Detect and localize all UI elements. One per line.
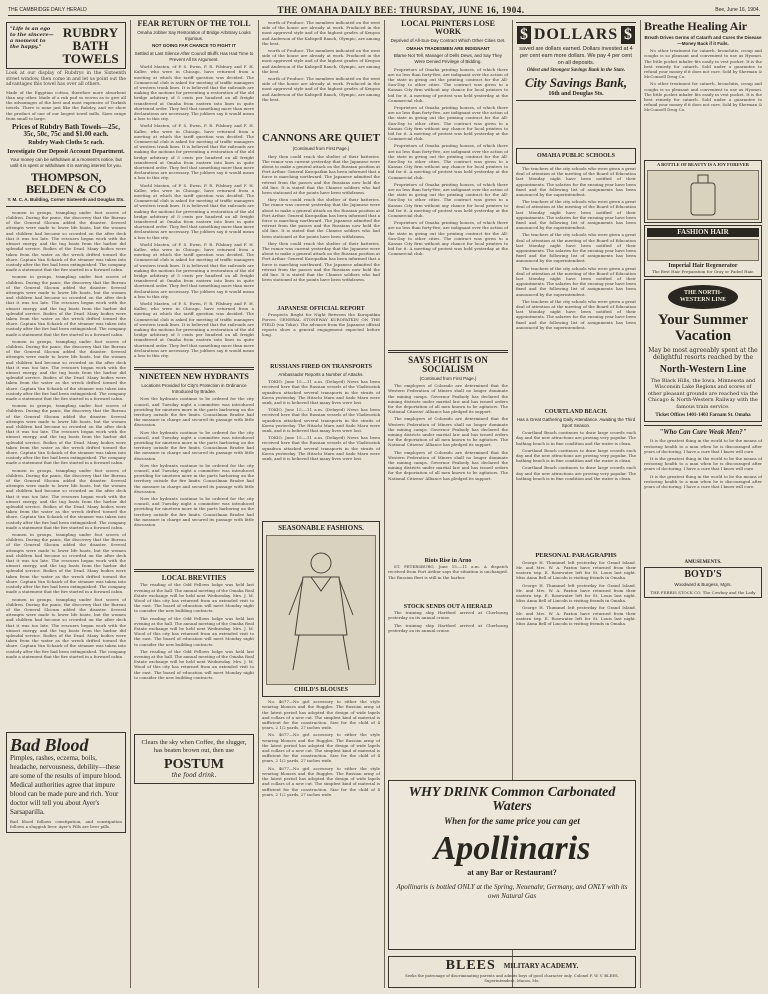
bad-blood-ad	[6, 732, 126, 833]
dollars-sub: Oldest and Strongest Savings Bank in the State.	[526, 68, 626, 74]
headline-toll: FEAR RETURN OF THE TOLL	[137, 20, 251, 28]
northwestern-ad	[644, 279, 762, 423]
hair-note: The Best Hair Preparation for Gray or Faded Hair.	[651, 268, 755, 274]
story-riots: ST. PETERSBURG, June 15.—11 a.m. A dispatch received from Port Arthur says the situation is unchanged. The Russian fleet is still in the harbor.	[388, 564, 508, 580]
ad-body: Made of the Egyptian cotton, therefore more absorbent than any other. Made of a rub pad so woven as to give all the advantages of the best and most expensive of Turkish towels. There is none just like the Rubdry, and we show the product of one of our largest towel mills. Sizes range from small to large.	[6, 89, 126, 121]
rubdry-ad	[6, 22, 126, 69]
northwestern-line: North-Western Line	[659, 363, 747, 375]
story-transports: TOKIO, June 15.—11 a.m. (Delayed) News has been received here that the Russian vessels of the Vladivostok squadron attacked several transports in the straits of Korea yesterday. The Hitachi Maru and Sado Maru were sunk, and it is believed that many lives were lost. TOKIO, June 15.—11 a.m. (Delayed) News has been received here that the Russian vessels of the Vladivostok squadron attacked several transports in the straits of Korea yesterday. The Hitachi Maru and Sado Maru were sunk, and it is believed that many lives were lost. TOKIO, June 15.—11 a.m. (Delayed) News has been received here that the Russian vessels of the Vladivostok squadron attacked several transports in the straits of Korea yesterday. The Hitachi Maru and Sado Maru were sunk, and it is believed that many lives were lost.	[262, 379, 380, 462]
beauty-heading: A BOTTLE OF BEAUTY IS A JOY FOREVER	[657, 162, 749, 168]
masthead-right: Bee, June 16, 1904.	[715, 6, 760, 13]
fashion-illustration	[266, 535, 376, 685]
bank-address: 16th and Douglas Sts.	[548, 91, 604, 98]
apollinaris-note: Apollinaris is bottled ONLY at the Spring, Neuenahr, Germany, and ONLY with its own Natural Gas	[396, 883, 628, 900]
boyds-title: BOYD'S	[684, 569, 722, 581]
headline-riots: Riots Rise in Arno	[424, 558, 472, 565]
column-5	[516, 20, 636, 774]
dollars-title: DOLLARS	[533, 26, 619, 43]
courtland-sub: Has a Great Gathering Daily Attendance. Awaiting the Third Sport Season.	[516, 417, 636, 428]
hair-sub: Imperial Hair Regenerator	[668, 262, 738, 269]
story-printers: Proprietors of Omaha printing houses, of which there are no less than forty-five, are indignant over the action of the state in giving out the printing contract for the All-Sun-Day to other cities. The contract was given to a Kansas City firm without any chance for local printers to bid for it. A meeting of protest was held yesterday at the Commercial club. Proprietors of Omaha printing houses, of which there are no less than forty-five, are indignant over the action of the state in giving out the printing contract for the All-Sun-Day to other cities. The contract was given to a Kansas City firm without any chance for local printers to bid for it. A meeting of protest was held yesterday at the Commercial club. Proprietors of Omaha printing houses, of which there are no less than forty-five, are indignant over the action of the state in giving out the printing contract for the All-Sun-Day to other cities. The contract was given to a Kansas City firm without any chance for local printers to bid for it. A meeting of protest was held yesterday at the Commercial club. Proprietors of Omaha printing houses, of which there are no less than forty-five, are indignant over the action of the state in giving out the printing contract for the All-Sun-Day to other cities. The contract was given to a Kansas City firm without any chance for local printers to bid for it. A meeting of protest was held yesterday at the Commercial club. Proprietors of Omaha printing houses, of which there are no less than forty-five, are indignant over the action of the state in giving out the printing contract for the All-Sun-Day to other cities. The contract was given to a Kansas City firm without any chance for local printers to bid for it. A meeting of protest was held yesterday at the Commercial club.	[388, 66, 508, 257]
dollars-ad	[516, 22, 636, 101]
weak-men-heading: "Who Can Cure Weak Men?"	[659, 428, 747, 437]
bank-name: City Savings Bank,	[524, 75, 628, 91]
ad-lead: Look at our display of Rubdrys in the Sixteenth street window, then come in and let us point out the advantages this towel has over all others.	[6, 71, 126, 88]
column-rule	[384, 20, 385, 988]
dollars-line: saved are dollars earned. Dollars invested at 4 per cent earn more dollars. We pay 4 per cent on all deposits.	[519, 46, 633, 66]
masthead-left: THE CAMBRIDGE DAILY HERALD	[8, 6, 87, 13]
headline-cannons: CANNONS ARE QUIET	[262, 132, 380, 144]
amusements-heading: AMUSEMENTS.	[684, 560, 722, 566]
postum-name: POSTUM	[164, 757, 224, 773]
postum-ad	[134, 734, 254, 784]
subhead-hydrants: Locations Provided for City's Protection in Ordinance Introduced by Bradee.	[141, 383, 247, 394]
hair-illustration	[647, 239, 759, 261]
blouse-illustration-icon	[281, 545, 361, 675]
postum-sub: the food drink.	[171, 772, 217, 780]
story-text: women in groups, trampling under foot scores of children. During the panic, the discovery that the Bureau of the General Slocum added the disaster. Several attempts were made to lower life boats, but the women and children had become so crowded on the after deck that it was too late. The rescuers began work with the utmost energy, and the tug boats from the harbor did splendid service. Bodies of the Dead. Many bodies were taken from the water as the wreck drifted toward the shore. Captain Van Schaick of the steamer was taken into custody after the fire had been extinguished. The company made a statement that the fire started in a forward cabin. women in groups, trampling under foot scores of children. During the panic, the discovery that the Bureau of the General Slocum added the disaster. Several attempts were made to lower life boats, but the women and children had become so crowded on the after deck that it was too late. The rescuers began work with the utmost energy, and the tug boats from the harbor did splendid service. Bodies of the Dead. Many bodies were taken from the water as the wreck drifted toward the shore. Captain Van Schaick of the steamer was taken into custody after the fire had been extinguished. The company made a statement that the fire started in a forward cabin. women in groups, trampling under foot scores of children. During the panic, the discovery that the Bureau of the General Slocum added the disaster. Several attempts were made to lower life boats, but the women and children had become so crowded on the after deck that it was too late. The rescuers began work with the utmost energy, and the tug boats from the harbor did splendid service. Bodies of the Dead. Many bodies were taken from the water as the wreck drifted toward the shore. Captain Van Schaick of the steamer was taken into custody after the fire had been extinguished. The company made a statement that the fire started in a forward cabin. women in groups, trampling under foot scores of children. During the panic, the discovery that the Bureau of the General Slocum added the disaster. Several attempts were made to lower life boats, but the women and children had become so crowded on the after deck that it was too late. The rescuers began work with the utmost energy, and the tug boats from the harbor did splendid service. Bodies of the Dead. Many bodies were taken from the water as the wreck drifted toward the shore. Captain Van Schaick of the steamer was taken into custody after the fire had been extinguished. The company made a statement that the fire started in a forward cabin. women in groups, trampling under foot scores of children. During the panic, the discovery that the Bureau of the General Slocum added the disaster. Several attempts were made to lower life boats, but the women and children had become so crowded on the after deck that it was too late. The rescuers began work with the utmost energy, and the tug boats from the harbor did splendid service. Bodies of the Dead. Many bodies were taken from the water as the wreck drifted toward the shore. Captain Van Schaick of the steamer was taken into custody after the fire had been extinguished. The company made a statement that the fire started in a forward cabin. women in groups, trampling under foot scores of children. During the panic, the discovery that the Bureau of the General Slocum added the disaster. Several attempts were made to lower life boats, but the women and children had become so crowded on the after deck that it was too late. The rescuers began work with the utmost energy, and the tug boats from the harbor did splendid service. Bodies of the Dead. Many bodies were taken from the water as the wreck drifted toward the shore. Captain Van Schaick of the steamer was taken into custody after the fire had been extinguished. The company made a statement that the fire started in a forward cabin. women in groups, trampling under foot scores of children. During the panic, the discovery that the Bureau of the General Slocum added the disaster. Several attempts were made to lower life boats, but the women and children had become so crowded on the after deck that it was too late. The rescuers began work with the utmost energy, and the tug boats from the harbor did splendid service. Bodies of the Dead. Many bodies were taken from the water as the wreck drifted toward the shore. Captain Van Schaick of the steamer was taken into custody after the fire had been extinguished. The company made a statement that the fire started in a forward cabin.	[6, 209, 126, 659]
story-local: The reading of the Odd Fellows lodge was held last evening at the hall. The annual meeting of the Omaha Real Estate exchange will be held next Wednesday. Mrs. J. M. Wood of this city has returned from an extended visit to the east. The board of education will meet Monday night to consider the new building contracts. The reading of the Odd Fellows lodge was held last evening at the hall. The annual meeting of the Omaha Real Estate exchange will be held next Wednesday. Mrs. J. M. Wood of this city has returned from an extended visit to the east. The board of education will meet Monday night to consider the new building contracts. The reading of the Odd Fellows lodge was held last evening at the hall. The annual meeting of the Omaha Real Estate exchange will be held next Wednesday. Mrs. J. M. Wood of this city has returned from an extended visit to the east. The board of education will meet Monday night to consider the new building contracts.	[134, 582, 254, 680]
column-6	[644, 20, 762, 988]
masthead	[8, 4, 760, 16]
breathe-heading: Breathe Healing Air	[644, 20, 748, 33]
bad-blood-small: Bad blood follows constipation, and constipation follows a sluggish liver. Ayer's Pills are liver pills.	[10, 818, 122, 830]
boyds-sub: Woodward & Burgess, Mgrs.	[674, 582, 732, 588]
story-stock: The training ship Hartford arrived at Cherbourg yesterday on its annual cruise. The training ship Hartford arrived at Cherbourg yesterday on its annual cruise.	[388, 610, 508, 633]
story-toll: World Masten, of P. S. Ewen, P. R. Pilsbury and F. H. Kaller, who were in Chicago, have returned from a meeting at which the tariff question was decided. The Commercial club is asked for meeting of traffic managers of western trunk lines. It is believed that the railroads are making the motions for preventing a restoration of the old bridge arbitrary of 5 cents per hundred on all freight transferred at Omaha from eastern into lines in quite shortened order. They feel that something more than mere declarations are necessary. The jobbers say it would mean a loss to this city. World Masten, of P. S. Ewen, P. R. Pilsbury and F. H. Kaller, who were in Chicago, have returned from a meeting at which the tariff question was decided. The Commercial club is asked for meeting of traffic managers of western trunk lines. It is believed that the railroads are making the motions for preventing a restoration of the old bridge arbitrary of 5 cents per hundred on all freight transferred at Omaha from eastern into lines in quite shortened order. They feel that something more than mere declarations are necessary. The jobbers say it would mean a loss to this city. World Masten, of P. S. Ewen, P. R. Pilsbury and F. H. Kaller, who were in Chicago, have returned from a meeting at which the tariff question was decided. The Commercial club is asked for meeting of traffic managers of western trunk lines. It is believed that the railroads are making the motions for preventing a restoration of the old bridge arbitrary of 5 cents per hundred on all freight transferred at Omaha from eastern into lines in quite shortened order. They feel that something more than mere declarations are necessary. The jobbers say it would mean a loss to this city. World Masten, of P. S. Ewen, P. R. Pilsbury and F. H. Kaller, who were in Chicago, have returned from a meeting at which the tariff question was decided. The Commercial club is asked for meeting of traffic managers of western trunk lines. It is believed that the railroads are making the motions for preventing a restoration of the old bridge arbitrary of 5 cents per hundred on all freight transferred at Omaha from eastern into lines in quite shortened order. They feel that something more than mere declarations are necessary. The jobbers say it would mean a loss to this city. World Masten, of P. S. Ewen, P. R. Pilsbury and F. H. Kaller, who were in Chicago, have returned from a meeting at which the tariff question was decided. The Commercial club is asked for meeting of traffic managers of western trunk lines. It is believed that the railroads are making the motions for preventing a restoration of the old bridge arbitrary of 5 cents per hundred on all freight transferred at Omaha from eastern into lines in quite shortened order. They feel that something more than mere declarations are necessary. The jobbers say it would mean a loss to this city.	[134, 64, 254, 359]
blees-name: BLEES	[445, 958, 496, 973]
blees-sub: MILITARY ACADEMY.	[503, 961, 579, 970]
ad-title: RUBDRY BATH TOWELS	[62, 25, 119, 66]
blees-note: Seeks the patronage of discriminating parents and admits boys of good character only. Colonel F. W. V. BLEES, Superintendent, Macon, Mo.	[405, 973, 619, 984]
column-rule	[640, 20, 641, 988]
headline-local: LOCAL BREVITIES	[161, 574, 227, 583]
fashion-caption: CHILD'S BLOUSES	[294, 687, 348, 694]
beauty-illustration	[647, 170, 759, 220]
column-1	[6, 20, 126, 988]
story-socialism: The employers of Colorado are determined that the Western Federation of Miners shall no longer dominate the mining camps. Governor Peabody has declared the mining districts under martial law and has issued orders for the deportation of all men known to be agitators. The National Citizens' Alliance has pledged its support. The employers of Colorado are determined that the Western Federation of Miners shall no longer dominate the mining camps. Governor Peabody has declared the mining districts under martial law and has issued orders for the deportation of all men known to be agitators. The National Citizens' Alliance has pledged its support. The employers of Colorado are determined that the Western Federation of Miners shall no longer dominate the mining camps. Governor Peabody has declared the mining districts under martial law and has issued orders for the deportation of all men known to be agitators. The National Citizens' Alliance has pledged its support.	[388, 383, 508, 481]
dollar-sign-icon: $	[517, 26, 531, 44]
ad-quote: "Life is an ego to the sincere—a moment to the happy."	[10, 26, 54, 50]
store-address: Y. M. C. A. Building, Corner Sixteenth and Douglas Sts.	[7, 197, 125, 203]
schools-text: The teachers of the city schools who were given a great deal of attention at the meeting of the Board of Education last Monday night have been notified of their appointments. The salaries for the ensuing year have been fixed and the following list of assignments has been announced by the superintendent. The teachers of the city schools who were given a great deal of attention at the meeting of the Board of Education last Monday night have been notified of their appointments. The salaries for the ensuing year have been fixed and the following list of assignments has been announced by the superintendent. The teachers of the city schools who were given a great deal of attention at the meeting of the Board of Education last Monday night have been notified of their appointments. The salaries for the ensuing year have been fixed and the following list of assignments has been announced by the superintendent. The teachers of the city schools who were given a great deal of attention at the meeting of the Board of Education last Monday night have been notified of their appointments. The salaries for the ensuing year have been fixed and the following list of assignments has been announced by the superintendent. The teachers of the city schools who were given a great deal of attention at the meeting of the Board of Education last Monday night have been notified of their appointments. The salaries for the ensuing year have been fixed and the following list of assignments has been announced by the superintendent.	[516, 166, 636, 330]
hair-ad	[644, 225, 762, 277]
why-sub: When for the same price you can get	[444, 816, 580, 826]
beauty-ad	[644, 160, 762, 223]
apollinaris-sub: at any Bar or Restaurant?	[467, 868, 557, 877]
headline-socialism: SAYS FIGHT IS ON SOCIALISM	[408, 354, 488, 374]
vacation-heading: Your Summer Vacation	[657, 311, 749, 344]
column-2	[134, 20, 254, 988]
boyds-note: THE FERRIS STOCK CO. The Cowboy and the Lady	[650, 590, 756, 596]
subhead-toll-2: NOT GOING FAR CHANCE TO FIGHT IT	[152, 43, 236, 49]
prices-title: Prices of Rubdry Bath Towels—25c, 35c, 50c, 75c and $1.00 each.	[12, 123, 120, 138]
investigate-heading: Investigate Our Deposit Account Department.	[7, 149, 125, 155]
personal-heading: PERSONAL PARAGRAPHS	[535, 552, 617, 560]
blees-ad	[388, 956, 636, 988]
prices-sub: Rubdry Wash Cloths 5c each.	[28, 140, 104, 146]
bad-blood-title: Bad Blood	[10, 734, 89, 755]
why-line: WHY DRINK Common Carbonated Waters	[408, 785, 616, 814]
column-rule	[258, 20, 259, 988]
subhead-transports: Ambassador Reports a Number of Attacks.	[278, 371, 364, 377]
breathe-body: No other treatment for catarrh, bronchitis, croup and coughs is so pleasant and convenient to use as Hyomei. The little pocket inhaler fits easily in vest pocket. It is the best remedy for catarrh. Sold under a guarantee to refund your money if it does not cure. Sold by Sherman & McConnell Drug Co. No other treatment for catarrh, bronchitis, croup and coughs is so pleasant and convenient to use as Hyomei. The little pocket inhaler fits easily in vest pocket. It is the best remedy for catarrh. Sold under a guarantee to refund your money if it does not cure. Sold by Sherman & McConnell Drug Co.	[644, 48, 762, 113]
courtland-heading: COURTLAND BEACH.	[544, 409, 608, 415]
northwestern-logo: THE NORTH-WESTERN LINE	[668, 285, 738, 309]
ticket-offices: Ticket Offices 1401-1403 Farnam St. Omaha	[655, 413, 751, 419]
subhead-printers: Deprived of All-Sun-Day Contract Which Other Cities Get.	[390, 38, 506, 43]
subhead-cannons: (Continued from First Page.)	[292, 146, 350, 151]
hair-heading: FASHION HAIR	[647, 228, 759, 237]
dollar-sign-icon: $	[621, 26, 635, 44]
apollinaris-brand: Apollinaris	[433, 830, 591, 867]
subhead-toll-3: Settled at Last Silence After Council Bluffs Has Had Time to Prevent All Its Argument.	[134, 50, 254, 62]
column-3	[262, 20, 380, 988]
headline-transports: RUSSIANS FIRED ON TRANSPORTS	[270, 363, 372, 370]
story-cannons: they then could reach the shelter of their batteries. The rumor was current yesterday that the Japanese were about to make a general attack on the Russian position at Port Arthur. General Kuropatkin has been informed that a force is marching northward. The Japanese admitted the retreat from the passes and the Russians now hold the old line. It is stated that the Chinese soldiers who had been stationed at the points have been withdrawn. they then could reach the shelter of their batteries. The rumor was current yesterday that the Japanese were about to make a general attack on the Russian position at Port Arthur. General Kuropatkin has been informed that a force is marching northward. The Japanese admitted the retreat from the passes and the Russians now hold the old line. It is stated that the Chinese soldiers who had been stationed at the points have been withdrawn. they then could reach the shelter of their batteries. The rumor was current yesterday that the Japanese were about to make a general attack on the Russian position at Port Arthur. General Kuropatkin has been informed that a force is marching northward. The Japanese admitted the retreat from the passes and the Russians now hold the old line. It is stated that the Chinese soldiers who had been stationed at the points have been withdrawn.	[262, 153, 380, 283]
boyds-ad	[644, 567, 762, 598]
subhead-socialism: (Continued from First Page.)	[419, 375, 477, 381]
store-name: THOMPSON, BELDEN & CO	[25, 170, 107, 197]
apollinaris-ad	[388, 780, 636, 950]
headline-japanese: JAPANESE OFFICIAL REPORT	[277, 305, 365, 312]
investigate-sub: Your money can be withdrawn at a moment's notice, but until it is spent or withdrawn it is earning interest for you.	[10, 157, 122, 168]
subhead-printers-2: OMAHA TRADESMEN ARE INDIGNANT	[406, 45, 490, 51]
fashion-ad	[262, 521, 380, 697]
column-rule	[130, 20, 131, 988]
weak-men-text: It is the greatest thing in the world to be the means of restoring health to a man when he is discouraged after years of doctoring. I have a cure that I know will cure. It is the greatest thing in the world to be the means of restoring health to a man when he is discouraged after years of doctoring. I have a cure that I know will cure. It is the greatest thing in the world to be the means of restoring health to a man when he is discouraged after years of doctoring. I have a cure that I know will cure.	[644, 438, 762, 490]
headline-printers: LOCAL PRINTERS LOSE WORK	[401, 20, 495, 36]
schools-heading: OMAHA PUBLIC SCHOOLS	[516, 148, 636, 164]
personal-text: George H. Thummel left yesterday for Grand Island. Mr. and Mrs. W. A. Paxton have returned from their eastern trip. E. Rosewater left for St. Louis last night. Miss Anna Bell of Lincoln is visiting friends in Omaha. George H. Thummel left yesterday for Grand Island. Mr. and Mrs. W. A. Paxton have returned from their eastern trip. E. Rosewater left for St. Louis last night. Miss Anna Bell of Lincoln is visiting friends in Omaha. George H. Thummel left yesterday for Grand Island. Mr. and Mrs. W. A. Paxton have returned from their eastern trip. E. Rosewater left for St. Louis last night. Miss Anna Bell of Lincoln is visiting friends in Omaha.	[516, 559, 636, 626]
postum-lead: Clears the sky when Coffee, the slugger, has beaten brown out, then use	[141, 739, 247, 755]
fashion-label: SEASONABLE FASHIONS.	[278, 524, 364, 533]
bottle-icon	[683, 173, 723, 217]
headline-stock: STOCK SENDS OUT A HERALD	[403, 604, 493, 611]
breathe-sub: Breath Drives Germs of Catarrh and Cures the Disease—Money Back if it Fails.	[644, 35, 762, 46]
vacation-sub: May be most agreeably spent at the delightful resorts reached by the	[648, 346, 758, 362]
paper-title: THE OMAHA DAILY BEE: THURSDAY, JUNE 16, 1904.	[277, 4, 525, 15]
bad-blood-body: Pimples, rashes, eczema, boils, headache, nervousness, debility—these are some of the results of impure blood. Medical authorities agree that impure blood can be made pure and rich. Your doctor will tell you about Ayer's Sarsaparilla.	[10, 753, 122, 816]
courtland-text: Courtland Beach continues to draw large crowds each day and the new attractions are proving very popular. The bathing beach is in fine condition and the water is clean. Courtland Beach continues to draw large crowds each day and the new attractions are proving very popular. The bathing beach is in fine condition and the water is clean. Courtland Beach continues to draw large crowds each day and the new attractions are proving very popular. The bathing beach is in fine condition and the water is clean.	[516, 430, 636, 481]
subhead-toll: Omaha Jobber Say Restoration of Bridge Arbitrary Looks Injurious.	[137, 30, 251, 41]
northwestern-text: The Black Hills, the Iowa, Minnesota and Wisconsin Lake Regions and scores of other pleasant grounds are reached via the Chicago & North-Western Railway with the famous train service.	[648, 377, 758, 410]
story-japanese: Prospects Bright for Night Between the Kuropatkin Forces. GENERAL STONEWAY KUROPATKIN ON THE FIELD (via Tokio). The advance from the Japanese official reports show a general engagement expected before long.	[262, 311, 380, 338]
story-hydrants: Now the hydrants continue to be ordered for the city council, and Tuesday night a committee was introduced providing for nineteen more in the parts harboring on the territory outside the fire limits. Councilman Bradee had the measure in charge and secured its passage with little discussion. Now the hydrants continue to be ordered for the city council, and Tuesday night a committee was introduced providing for nineteen more in the parts harboring on the territory outside the fire limits. Councilman Bradee had the measure in charge and secured its passage with little discussion. Now the hydrants continue to be ordered for the city council, and Tuesday night a committee was introduced providing for nineteen more in the parts harboring on the territory outside the fire limits. Councilman Bradee had the measure in charge and secured its passage with little discussion. Now the hydrants continue to be ordered for the city council, and Tuesday night a committee was introduced providing for nineteen more in the parts harboring on the territory outside the fire limits. Councilman Bradee had the measure in charge and secured its passage with little discussion.	[134, 396, 254, 528]
story-top: worth of Produce. The members indicated on the west side of the house are already at work. Produced in the most approved style and of the highest grades of Kenyon and Anderson of the Kalispell Ranch, Olympic, are among the best. worth of Produce. The members indicated on the west side of the house are already at work. Produced in the most approved style and of the highest grades of Kenyon and Anderson of the Kalispell Ranch, Olympic, are among the best. worth of Produce. The members indicated on the west side of the house are already at work. Produced in the most approved style and of the highest grades of Kenyon and Anderson of the Kalispell Ranch, Olympic, are among the best.	[262, 20, 380, 102]
subhead-printers-3: Blame Not Tell, Manager of Dells Dews, and Say They Were Denied Privilege of Bidding.	[393, 53, 503, 64]
headline-hydrants: NINETEEN NEW HYDRANTS	[139, 372, 249, 382]
story-fashion: No. 4677—No girl accessory to either the style wearing blouses and the Ruggles. The Russian army of the latest period has adopted the design of wide lapels and collars of a new cut. The simplest kind of material is sufficient for the construction. Size for the child of 4 years, 2 1/2 yards, 27 inches wide. No. 4677—No girl accessory to either the style wearing blouses and the Ruggles. The Russian army of the latest period has adopted the design of wide lapels and collars of a new cut. The simplest kind of material is sufficient for the construction. Size for the child of 4 years, 2 1/2 yards, 27 inches wide. No. 4677—No girl accessory to either the style wearing blouses and the Ruggles. The Russian army of the latest period has adopted the design of wide lapels and collars of a new cut. The simplest kind of material is sufficient for the construction. Size for the child of 4 years, 2 1/2 yards, 27 inches wide.	[262, 699, 380, 797]
